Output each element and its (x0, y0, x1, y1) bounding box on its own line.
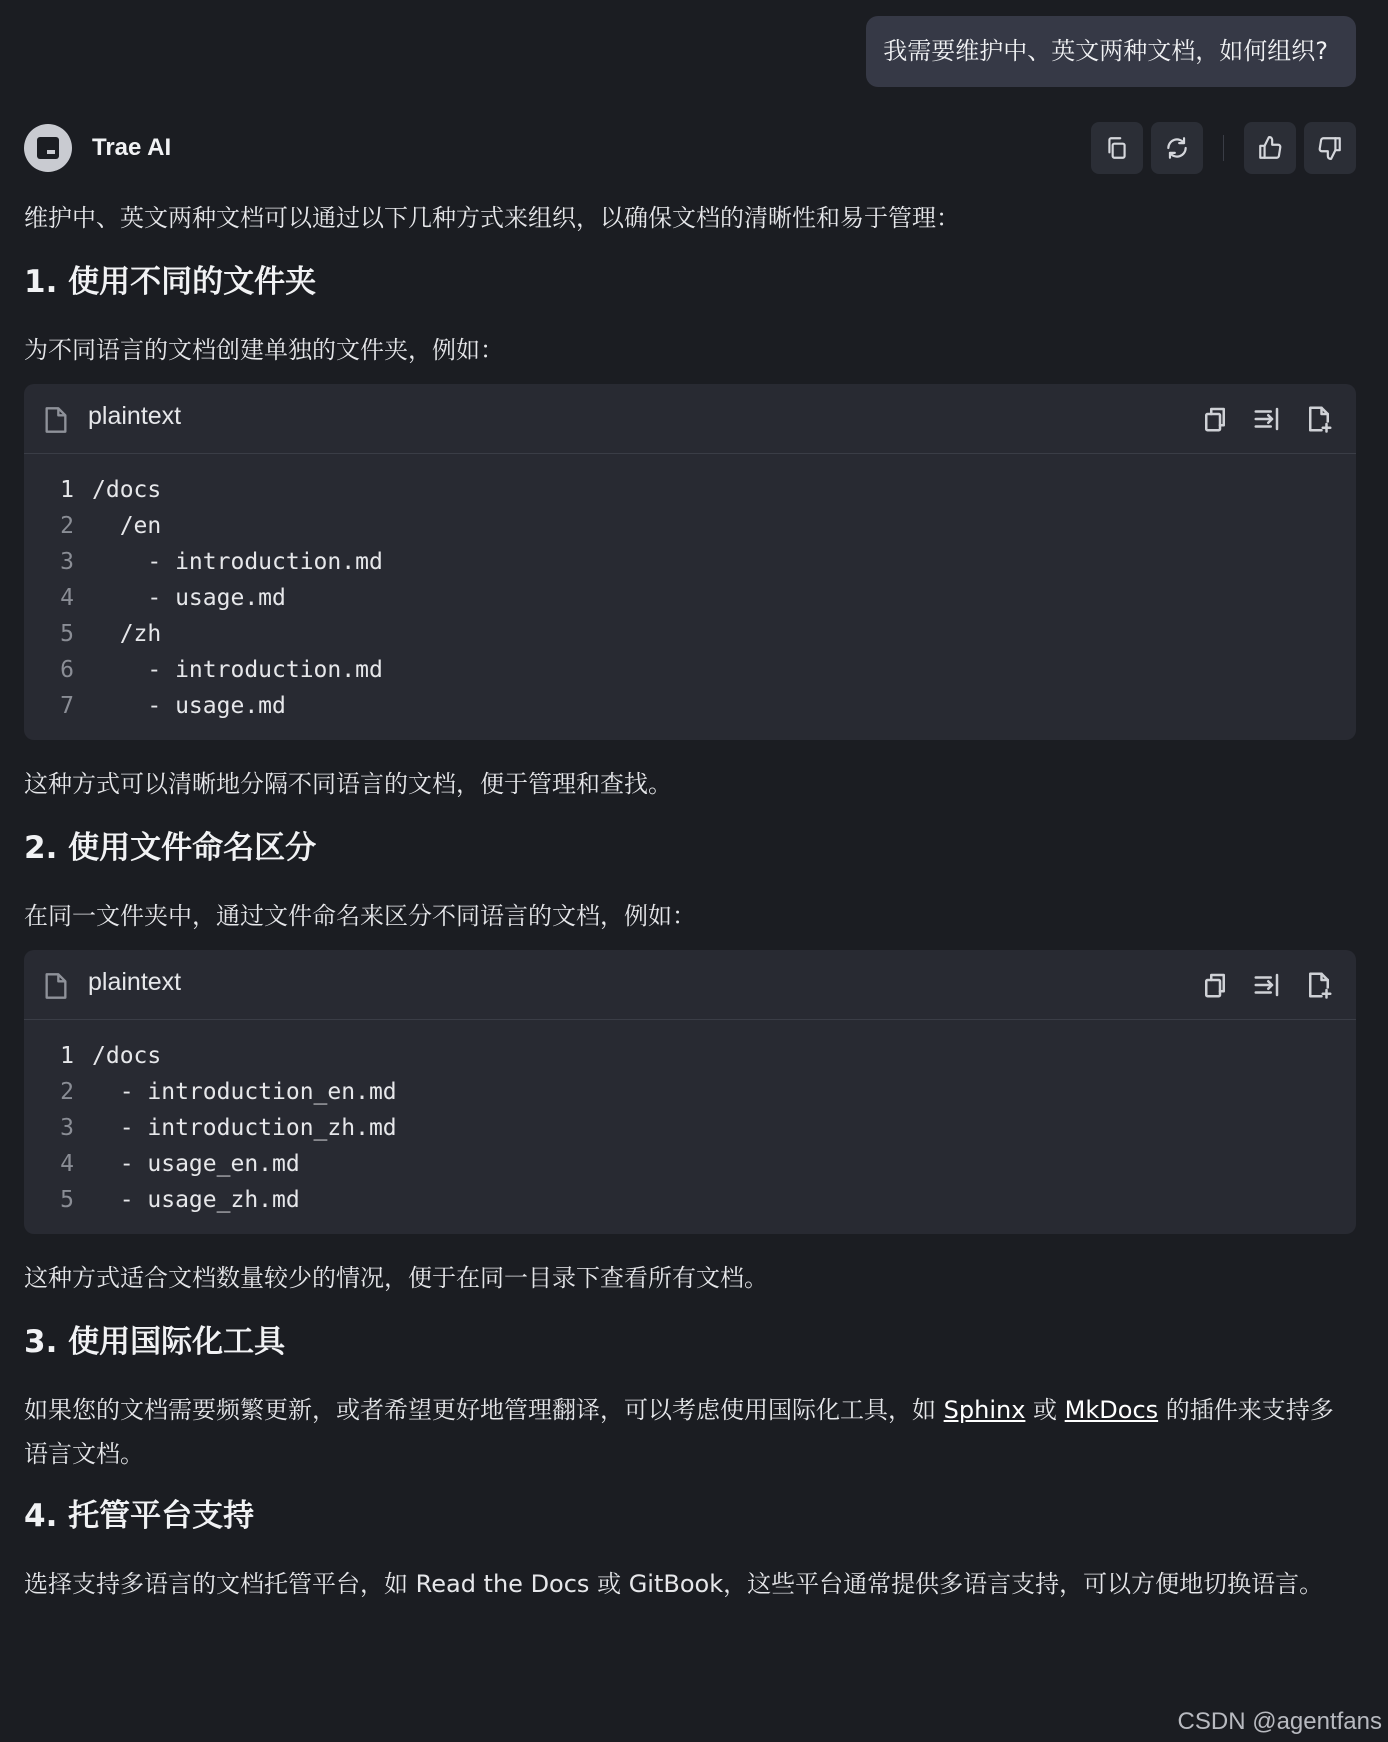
code-text: /zh (92, 621, 162, 647)
code-text: - usage_en.md (92, 1151, 300, 1177)
code-language-label: plaintext (88, 968, 182, 996)
new-file-button[interactable] (1304, 970, 1334, 1000)
section-3-heading: 3. 使用国际化工具 (24, 1324, 286, 1360)
code-line (24, 1038, 1356, 1074)
section-3-text-c: 的插件来支持多语言文档。 (24, 1396, 1334, 1468)
section-2-heading: 2. 使用文件命名区分 (24, 830, 317, 866)
insert-icon (1252, 404, 1282, 434)
insert-code-button[interactable] (1252, 404, 1282, 434)
code-line (24, 472, 1356, 508)
thumbs-down-icon (1317, 135, 1343, 161)
line-number: 7 (60, 693, 74, 719)
watermark: CSDN @agentfans (1177, 1708, 1382, 1735)
section-3-text-b: 或 (1025, 1396, 1065, 1424)
copy-icon (1200, 970, 1230, 1000)
assistant-name: Trae AI (92, 134, 172, 161)
new-file-icon (1304, 970, 1334, 1000)
line-number: 1 (60, 1043, 74, 1069)
regenerate-button[interactable] (1151, 122, 1203, 174)
assistant-avatar (24, 124, 72, 172)
code-line (24, 1146, 1356, 1182)
code-line (24, 1074, 1356, 1110)
mkdocs-link[interactable]: MkDocs (1064, 1396, 1159, 1424)
code-text: - usage.md (92, 693, 286, 719)
line-number: 3 (60, 549, 74, 575)
copy-icon (1104, 135, 1130, 161)
code-text: - introduction.md (92, 657, 383, 683)
message-actions (1091, 122, 1356, 174)
code-lines (24, 454, 1356, 740)
code-block-header (24, 950, 1356, 1020)
refresh-icon (1164, 135, 1190, 161)
code-block-naming (24, 950, 1356, 1234)
sphinx-link[interactable]: Sphinx (943, 1396, 1026, 1424)
section-3-text-a: 如果您的文档需要频繁更新，或者希望更好地管理翻译，可以考虑使用国际化工具，如 (24, 1396, 944, 1424)
line-number: 3 (60, 1115, 74, 1141)
code-text: /docs (92, 477, 162, 503)
code-block-tools (1200, 404, 1334, 434)
user-message-text: 我需要维护中、英文两种文档，如何组织? (883, 37, 1328, 65)
line-number: 5 (60, 1187, 74, 1213)
user-message-bubble (866, 16, 1356, 87)
line-number: 1 (60, 477, 74, 503)
line-number: 4 (60, 1151, 74, 1177)
section-1-after-text: 这种方式可以清晰地分隔不同语言的文档，便于管理和查找。 (24, 770, 672, 798)
assistant-header (24, 124, 1356, 176)
code-line (24, 616, 1356, 652)
code-line (24, 1182, 1356, 1218)
code-text: - introduction_zh.md (92, 1115, 397, 1141)
thumbs-down-button[interactable] (1304, 122, 1356, 174)
thumbs-up-button[interactable] (1244, 122, 1296, 174)
copy-message-button[interactable] (1091, 122, 1143, 174)
line-number: 6 (60, 657, 74, 683)
thumbs-up-icon (1257, 135, 1283, 161)
line-number: 4 (60, 585, 74, 611)
insert-code-button[interactable] (1252, 970, 1282, 1000)
code-text: - usage_zh.md (92, 1187, 300, 1213)
code-text: /en (92, 513, 162, 539)
file-icon (44, 406, 68, 434)
section-4-text: 选择支持多语言的文档托管平台，如 Read the Docs 或 GitBook，这些平台通常提供多语言支持，可以方便地切换语言。 (24, 1570, 1324, 1598)
section-4-heading: 4. 托管平台支持 (24, 1498, 255, 1534)
copy-code-button[interactable] (1200, 970, 1230, 1000)
copy-code-button[interactable] (1200, 404, 1230, 434)
section-2-text: 在同一文件夹中，通过文件命名来区分不同语言的文档，例如： (24, 902, 696, 930)
code-block-header (24, 384, 1356, 454)
assistant-message-body (24, 196, 1356, 1606)
section-2-after-text: 这种方式适合文档数量较少的情况，便于在同一目录下查看所有文档。 (24, 1264, 768, 1292)
code-line (24, 1110, 1356, 1146)
code-line (24, 652, 1356, 688)
insert-icon (1252, 970, 1282, 1000)
section-1-text: 为不同语言的文档创建单独的文件夹，例如： (24, 336, 504, 364)
code-line (24, 580, 1356, 616)
code-text: - usage.md (92, 585, 286, 611)
copy-icon (1200, 404, 1230, 434)
code-line (24, 508, 1356, 544)
new-file-icon (1304, 404, 1334, 434)
code-text: /docs (92, 1043, 162, 1069)
new-file-button[interactable] (1304, 404, 1334, 434)
actions-divider (1223, 135, 1224, 161)
section-1-heading: 1. 使用不同的文件夹 (24, 264, 317, 300)
code-text: - introduction_en.md (92, 1079, 397, 1105)
code-line (24, 688, 1356, 724)
code-language-label: plaintext (88, 402, 182, 430)
code-lines (24, 1020, 1356, 1234)
line-number: 2 (60, 513, 74, 539)
file-icon (44, 972, 68, 1000)
section-3-text (24, 1388, 1356, 1476)
line-number: 5 (60, 621, 74, 647)
intro-paragraph: 维护中、英文两种文档可以通过以下几种方式来组织，以确保文档的清晰性和易于管理： (24, 204, 960, 232)
code-line (24, 544, 1356, 580)
code-block-folders (24, 384, 1356, 740)
code-block-tools (1200, 970, 1334, 1000)
line-number: 2 (60, 1079, 74, 1105)
code-text: - introduction.md (92, 549, 383, 575)
